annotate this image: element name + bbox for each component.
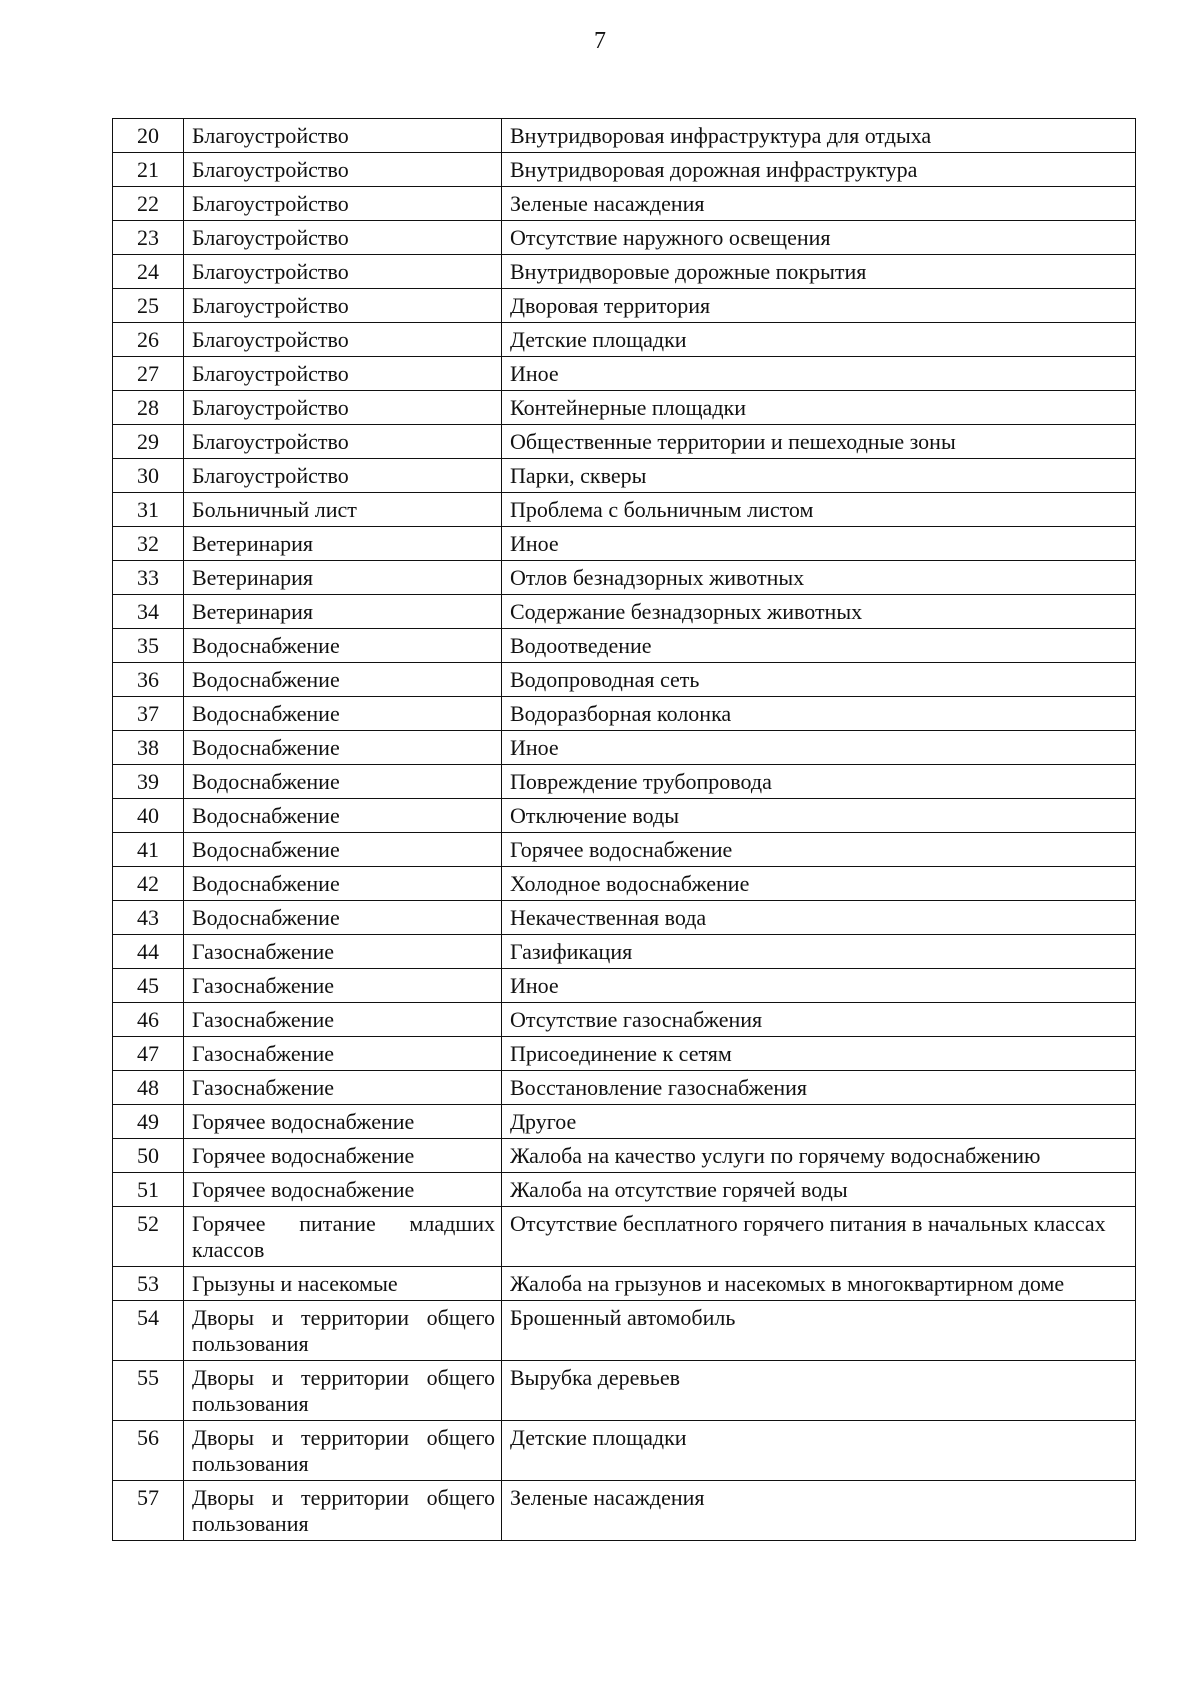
row-number-cell: 33 [113, 561, 184, 595]
row-number-cell: 20 [113, 119, 184, 153]
subcategory-cell: Брошенный автомобиль [502, 1301, 1136, 1361]
category-cell: Дворы и территории общего пользования [184, 1481, 502, 1541]
table-row [113, 629, 1136, 663]
table-row [113, 527, 1136, 561]
row-number-cell: 26 [113, 323, 184, 357]
row-number-cell: 48 [113, 1071, 184, 1105]
category-cell: Водоснабжение [184, 765, 502, 799]
subcategory-cell: Водоразборная колонка [502, 697, 1136, 731]
subcategory-cell: Присоединение к сетям [502, 1037, 1136, 1071]
category-cell: Горячее водоснабжение [184, 1139, 502, 1173]
row-number-cell: 52 [113, 1207, 184, 1267]
subcategory-cell: Холодное водоснабжение [502, 867, 1136, 901]
row-number-cell: 38 [113, 731, 184, 765]
table-row [113, 935, 1136, 969]
table-row [113, 1139, 1136, 1173]
subcategory-cell: Отсутствие наружного освещения [502, 221, 1136, 255]
subcategory-cell: Внутридворовая дорожная инфраструктура [502, 153, 1136, 187]
category-cell: Благоустройство [184, 425, 502, 459]
subcategory-cell: Зеленые насаждения [502, 187, 1136, 221]
subcategory-cell: Жалоба на грызунов и насекомых в многоквартирном доме [502, 1267, 1136, 1301]
table-row [113, 119, 1136, 153]
table-row [113, 1105, 1136, 1139]
row-number-cell: 42 [113, 867, 184, 901]
subcategory-cell: Некачественная вода [502, 901, 1136, 935]
row-number-cell: 57 [113, 1481, 184, 1541]
row-number-cell: 51 [113, 1173, 184, 1207]
table-row [113, 765, 1136, 799]
table-row [113, 425, 1136, 459]
subcategory-cell: Восстановление газоснабжения [502, 1071, 1136, 1105]
table-row [113, 153, 1136, 187]
row-number-cell: 44 [113, 935, 184, 969]
category-cell: Благоустройство [184, 187, 502, 221]
category-cell: Водоснабжение [184, 697, 502, 731]
category-cell: Дворы и территории общего пользования [184, 1361, 502, 1421]
category-cell: Газоснабжение [184, 1037, 502, 1071]
table-row [113, 323, 1136, 357]
table-row [113, 1267, 1136, 1301]
category-cell: Благоустройство [184, 153, 502, 187]
row-number-cell: 28 [113, 391, 184, 425]
subcategory-cell: Зеленые насаждения [502, 1481, 1136, 1541]
subcategory-cell: Парки, скверы [502, 459, 1136, 493]
category-cell: Ветеринария [184, 561, 502, 595]
category-cell: Благоустройство [184, 119, 502, 153]
subcategory-cell: Детские площадки [502, 323, 1136, 357]
category-cell: Благоустройство [184, 357, 502, 391]
subcategory-cell: Жалоба на качество услуги по горячему водоснабжению [502, 1139, 1136, 1173]
page-number: 7 [594, 28, 606, 54]
subcategory-cell: Дворовая территория [502, 289, 1136, 323]
table-row [113, 357, 1136, 391]
category-cell: Водоснабжение [184, 799, 502, 833]
table-row [113, 901, 1136, 935]
category-cell: Горячее питание младших классов [184, 1207, 502, 1267]
subcategory-cell: Повреждение трубопровода [502, 765, 1136, 799]
subcategory-cell: Газификация [502, 935, 1136, 969]
table-row [113, 663, 1136, 697]
row-number-cell: 30 [113, 459, 184, 493]
category-cell: Грызуны и насекомые [184, 1267, 502, 1301]
row-number-cell: 55 [113, 1361, 184, 1421]
row-number-cell: 24 [113, 255, 184, 289]
category-cell: Благоустройство [184, 391, 502, 425]
classifier-table [112, 118, 1136, 1541]
row-number-cell: 53 [113, 1267, 184, 1301]
row-number-cell: 37 [113, 697, 184, 731]
row-number-cell: 54 [113, 1301, 184, 1361]
table-row [113, 969, 1136, 1003]
table-row [113, 1301, 1136, 1361]
table-row [113, 799, 1136, 833]
table-row [113, 1421, 1136, 1481]
category-cell: Газоснабжение [184, 969, 502, 1003]
category-cell: Газоснабжение [184, 1003, 502, 1037]
row-number-cell: 40 [113, 799, 184, 833]
subcategory-cell: Иное [502, 969, 1136, 1003]
category-cell: Водоснабжение [184, 867, 502, 901]
subcategory-cell: Контейнерные площадки [502, 391, 1136, 425]
row-number-cell: 47 [113, 1037, 184, 1071]
row-number-cell: 25 [113, 289, 184, 323]
table-row [113, 1207, 1136, 1267]
table-row [113, 493, 1136, 527]
row-number-cell: 31 [113, 493, 184, 527]
subcategory-cell: Водопроводная сеть [502, 663, 1136, 697]
category-cell: Ветеринария [184, 595, 502, 629]
subcategory-cell: Детские площадки [502, 1421, 1136, 1481]
category-cell: Больничный лист [184, 493, 502, 527]
row-number-cell: 46 [113, 1003, 184, 1037]
row-number-cell: 36 [113, 663, 184, 697]
table-row [113, 1037, 1136, 1071]
category-cell: Газоснабжение [184, 1071, 502, 1105]
row-number-cell: 50 [113, 1139, 184, 1173]
row-number-cell: 34 [113, 595, 184, 629]
category-cell: Водоснабжение [184, 629, 502, 663]
row-number-cell: 41 [113, 833, 184, 867]
table-row [113, 255, 1136, 289]
table-body [113, 119, 1136, 1541]
category-cell: Горячее водоснабжение [184, 1173, 502, 1207]
subcategory-cell: Отсутствие газоснабжения [502, 1003, 1136, 1037]
category-cell: Благоустройство [184, 289, 502, 323]
category-cell: Водоснабжение [184, 833, 502, 867]
row-number-cell: 43 [113, 901, 184, 935]
subcategory-cell: Водоотведение [502, 629, 1136, 663]
table-row [113, 187, 1136, 221]
row-number-cell: 21 [113, 153, 184, 187]
table-row [113, 697, 1136, 731]
subcategory-cell: Общественные территории и пешеходные зоны [502, 425, 1136, 459]
subcategory-cell: Содержание безнадзорных животных [502, 595, 1136, 629]
subcategory-cell: Внутридворовая инфраструктура для отдыха [502, 119, 1136, 153]
row-number-cell: 39 [113, 765, 184, 799]
subcategory-cell: Отключение воды [502, 799, 1136, 833]
row-number-cell: 56 [113, 1421, 184, 1481]
category-cell: Благоустройство [184, 255, 502, 289]
category-cell: Водоснабжение [184, 731, 502, 765]
subcategory-cell: Вырубка деревьев [502, 1361, 1136, 1421]
category-cell: Благоустройство [184, 459, 502, 493]
table-row [113, 289, 1136, 323]
table-row [113, 731, 1136, 765]
subcategory-cell: Жалоба на отсутствие горячей воды [502, 1173, 1136, 1207]
row-number-cell: 49 [113, 1105, 184, 1139]
category-cell: Водоснабжение [184, 901, 502, 935]
subcategory-cell: Проблема с больничным листом [502, 493, 1136, 527]
table-row [113, 1003, 1136, 1037]
table-row [113, 595, 1136, 629]
subcategory-cell: Иное [502, 731, 1136, 765]
category-cell: Газоснабжение [184, 935, 502, 969]
table-row [113, 391, 1136, 425]
row-number-cell: 27 [113, 357, 184, 391]
subcategory-cell: Иное [502, 357, 1136, 391]
table-row [113, 833, 1136, 867]
category-cell: Благоустройство [184, 221, 502, 255]
table-row [113, 1071, 1136, 1105]
subcategory-cell: Отсутствие бесплатного горячего питания в начальных классах [502, 1207, 1136, 1267]
category-cell: Горячее водоснабжение [184, 1105, 502, 1139]
row-number-cell: 45 [113, 969, 184, 1003]
row-number-cell: 29 [113, 425, 184, 459]
table-row [113, 561, 1136, 595]
subcategory-cell: Отлов безнадзорных животных [502, 561, 1136, 595]
subcategory-cell: Внутридворовые дорожные покрытия [502, 255, 1136, 289]
row-number-cell: 22 [113, 187, 184, 221]
category-cell: Благоустройство [184, 323, 502, 357]
subcategory-cell: Другое [502, 1105, 1136, 1139]
row-number-cell: 23 [113, 221, 184, 255]
table-row [113, 1481, 1136, 1541]
category-cell: Ветеринария [184, 527, 502, 561]
table-row [113, 221, 1136, 255]
row-number-cell: 32 [113, 527, 184, 561]
table-row [113, 1173, 1136, 1207]
subcategory-cell: Иное [502, 527, 1136, 561]
table-row [113, 867, 1136, 901]
table-row [113, 459, 1136, 493]
category-cell: Дворы и территории общего пользования [184, 1301, 502, 1361]
table-row [113, 1361, 1136, 1421]
category-cell: Дворы и территории общего пользования [184, 1421, 502, 1481]
row-number-cell: 35 [113, 629, 184, 663]
subcategory-cell: Горячее водоснабжение [502, 833, 1136, 867]
category-cell: Водоснабжение [184, 663, 502, 697]
